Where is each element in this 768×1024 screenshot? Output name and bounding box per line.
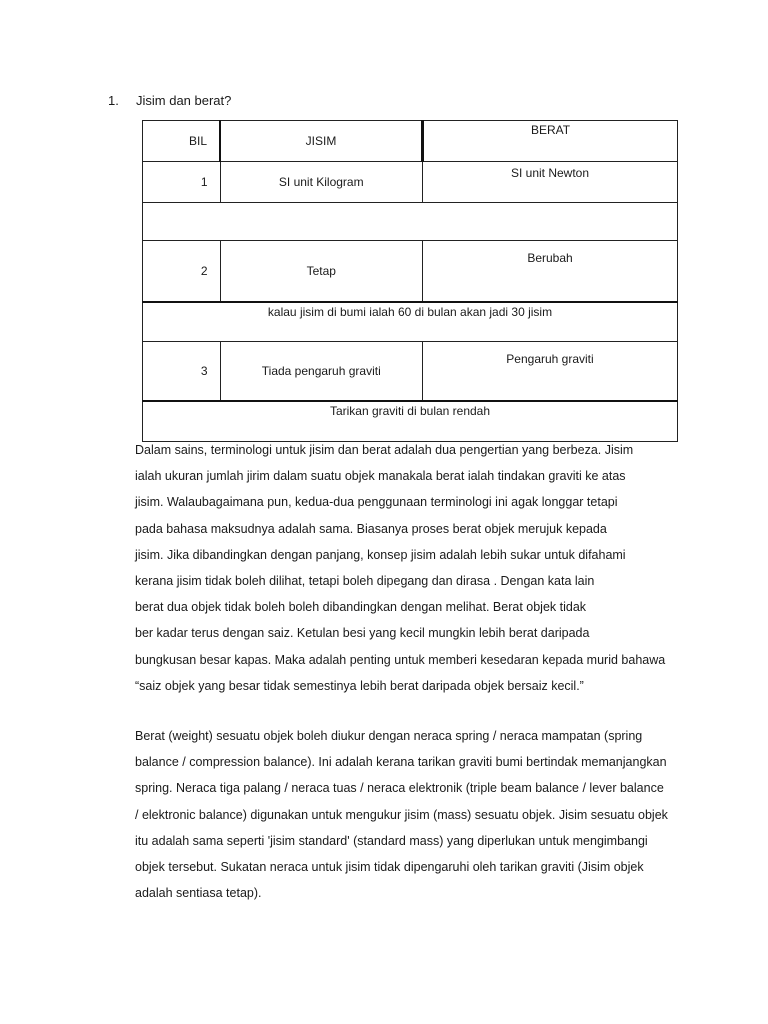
paragraph-mass-weight: Dalam sains, terminologi untuk jisim dan berat adalah dua pengertian yang berbeza. Jisim ialah ukuran jumlah jirim dalam suatu objek manakala berat ialah tindakan graviti ke atas jisim. Walaubagaimana pun, kedua-dua penggunaan terminologi ini agak longgar tetapi pada bahasa maksudnya adalah sama. Biasanya proses berat objek merujuk kepada jisim. Jika dibandingkan dengan panjang, konsep jisim adalah lebih sukar untuk difahami kerana jisim tidak boleh dilihat, tetapi boleh dipegang dan dirasa . Dengan kata lain berat dua objek tidak boleh boleh dibandingkan dengan melihat. Berat objek tidak ber kadar terus dengan saiz. Ketulan besi yang kecil mungkin lebih berat daripada bungkusan besar kapas. Maka adalah penting untuk memberi kesedaran kepada murid bahawa “saiz objek yang besar tidak semestinya lebih berat daripada objek bersaiz kecil.” <box>135 443 666 693</box>
header-jisim: JISIM <box>220 121 423 162</box>
section-heading <box>108 92 231 110</box>
heading-title: Jisim dan berat? <box>136 93 232 108</box>
row3-jisim: Tiada pengaruh graviti <box>220 342 423 402</box>
table-note-row <box>143 401 678 442</box>
row1-berat: SI unit Newton <box>423 162 678 203</box>
header-bil: BIL <box>143 121 221 162</box>
row1-bil: 1 <box>143 162 221 203</box>
row3-bil: 3 <box>143 342 221 402</box>
table-row <box>143 342 678 402</box>
paragraph-measurement: Berat (weight) sesuatu objek boleh diukur dengan neraca spring / neraca mampatan (spring balance / compression balance). Ini adalah kerana tarikan graviti bumi bertindak memanjangkan spring. Neraca tiga palang / neraca tuas / neraca elektronik (triple beam balance / lever balance / elektronic balance) digunakan untuk mengukur jisim (mass) sesuatu objek. Jisim sesuatu objek itu adalah sama seperti 'jisim standard' (standard mass) yang diperlukan untuk mengimbangi objek tersebut. Sukatan neraca untuk jisim tidak dipengaruhi oleh tarikan graviti (Jisim objek adalah sentiasa tetap). <box>135 729 668 901</box>
table-empty-row <box>143 203 678 241</box>
row1-jisim: SI unit Kilogram <box>220 162 423 203</box>
row2-jisim: Tetap <box>220 241 423 303</box>
table-row <box>143 241 678 303</box>
heading-number: 1. <box>108 93 119 108</box>
row3-berat: Pengaruh graviti <box>423 342 678 402</box>
table-header-row <box>143 121 678 162</box>
row2-berat: Berubah <box>423 241 678 303</box>
comparison-table <box>142 120 678 442</box>
header-berat: BERAT <box>423 121 678 162</box>
row2-bil: 2 <box>143 241 221 303</box>
note-mass-moon: kalau jisim di bumi ialah 60 di bulan akan jadi 30 jisim <box>143 302 678 342</box>
table-note-row <box>143 302 678 342</box>
table-row <box>143 162 678 203</box>
note-gravity-moon: Tarikan graviti di bulan rendah <box>143 401 678 442</box>
empty-cell <box>143 203 678 241</box>
